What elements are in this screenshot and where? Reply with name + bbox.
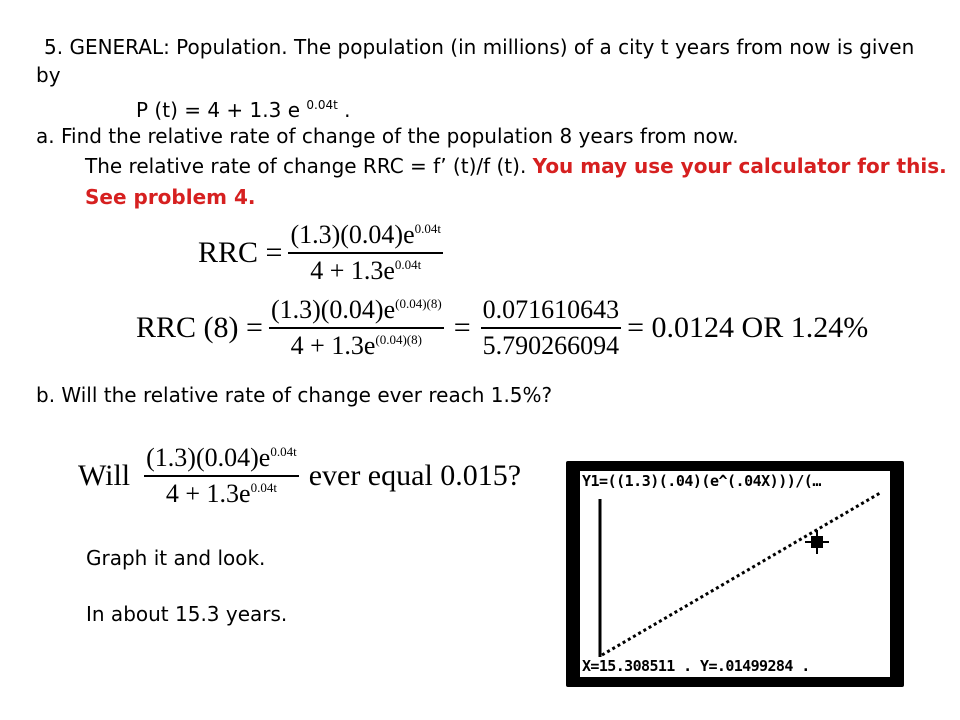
calculator-display xyxy=(580,471,890,677)
answer-text: In about 15.3 years. xyxy=(86,602,288,626)
will-numerator-base: (1.3)(0.04)e xyxy=(146,443,271,472)
will-numerator-exp: 0.04t xyxy=(270,444,297,459)
calculator-note: You may use your calculator for this. xyxy=(532,154,947,178)
calculator-function-line: Y1=((1.3)(.04)(e^(.04X)))/(… xyxy=(582,472,821,490)
formula-exponent: 0.04t xyxy=(306,98,338,112)
population-formula xyxy=(136,93,351,122)
rrc8-equation xyxy=(136,295,868,361)
rrc8-numerator-exp: (0.04)(8) xyxy=(395,296,442,311)
rrc8-numerator-base: (1.3)(0.04)e xyxy=(270,295,396,324)
equals-sign: = xyxy=(453,311,471,344)
will-fraction xyxy=(144,443,299,509)
problem-intro-line1: 5. GENERAL: Population. The population (in millions) of a city t years from now is given xyxy=(44,35,915,59)
will-equation xyxy=(78,443,521,509)
problem-intro-line2: by xyxy=(36,63,61,87)
rrc-numerator-base: (1.3)(0.04)e xyxy=(290,220,415,249)
rrc8-equation-lhs: RRC (8) = xyxy=(136,311,263,344)
fraction-bar xyxy=(481,327,622,329)
rrc8-value-denominator: 5.790266094 xyxy=(482,331,620,360)
will-denominator-exp: 0.04t xyxy=(250,480,277,495)
rrc-denominator xyxy=(308,256,423,286)
rrc8-denominator xyxy=(289,331,424,361)
part-a-question: a. Find the relative rate of change of the population 8 years from now. xyxy=(36,124,739,148)
rrc8-fraction xyxy=(269,295,444,361)
formula-text: P (t) = 4 + 1.3 e xyxy=(136,98,301,122)
rrc-denominator-base: 4 + 1.3e xyxy=(310,256,395,285)
graph-note: Graph it and look. xyxy=(86,546,266,570)
will-denominator xyxy=(164,479,279,509)
formula-end: . xyxy=(344,98,351,122)
will-label: Will xyxy=(78,459,131,492)
rrc-equation-lhs: RRC = xyxy=(198,236,283,269)
rrc8-value-fraction xyxy=(481,295,622,361)
rrc-equation xyxy=(198,220,449,286)
fraction-bar xyxy=(269,327,444,329)
rrc-definition-line xyxy=(85,154,947,178)
calculator-screen xyxy=(566,461,904,687)
part-b-question: b. Will the relative rate of change ever reach 1.5%? xyxy=(36,383,553,407)
rrc-fraction xyxy=(288,220,443,286)
rrc8-denominator-base: 4 + 1.3e xyxy=(290,331,376,360)
will-tail: ever equal 0.015? xyxy=(308,459,522,492)
rrc8-numerator xyxy=(269,295,444,325)
rrc-numerator-exp: 0.04t xyxy=(414,221,442,236)
rrc-definition: The relative rate of change RRC = f’ (t)/f (t). xyxy=(85,154,527,178)
graph-curve xyxy=(602,493,880,655)
see-problem-note: See problem 4. xyxy=(85,185,256,209)
will-denominator-base: 4 + 1.3e xyxy=(165,479,251,508)
rrc8-result: = 0.0124 OR 1.24% xyxy=(627,311,869,344)
calculator-graph xyxy=(580,471,890,677)
rrc-denominator-exp: 0.04t xyxy=(394,257,422,272)
will-numerator xyxy=(144,443,299,473)
rrc-numerator xyxy=(288,220,443,250)
calculator-trace-line: X=15.308511 . Y=.01499284 . xyxy=(582,657,810,675)
rrc8-denominator-exp: (0.04)(8) xyxy=(375,332,422,347)
fraction-bar xyxy=(144,475,299,477)
fraction-bar xyxy=(288,252,443,254)
rrc8-value-numerator: 0.071610643 xyxy=(482,295,620,324)
